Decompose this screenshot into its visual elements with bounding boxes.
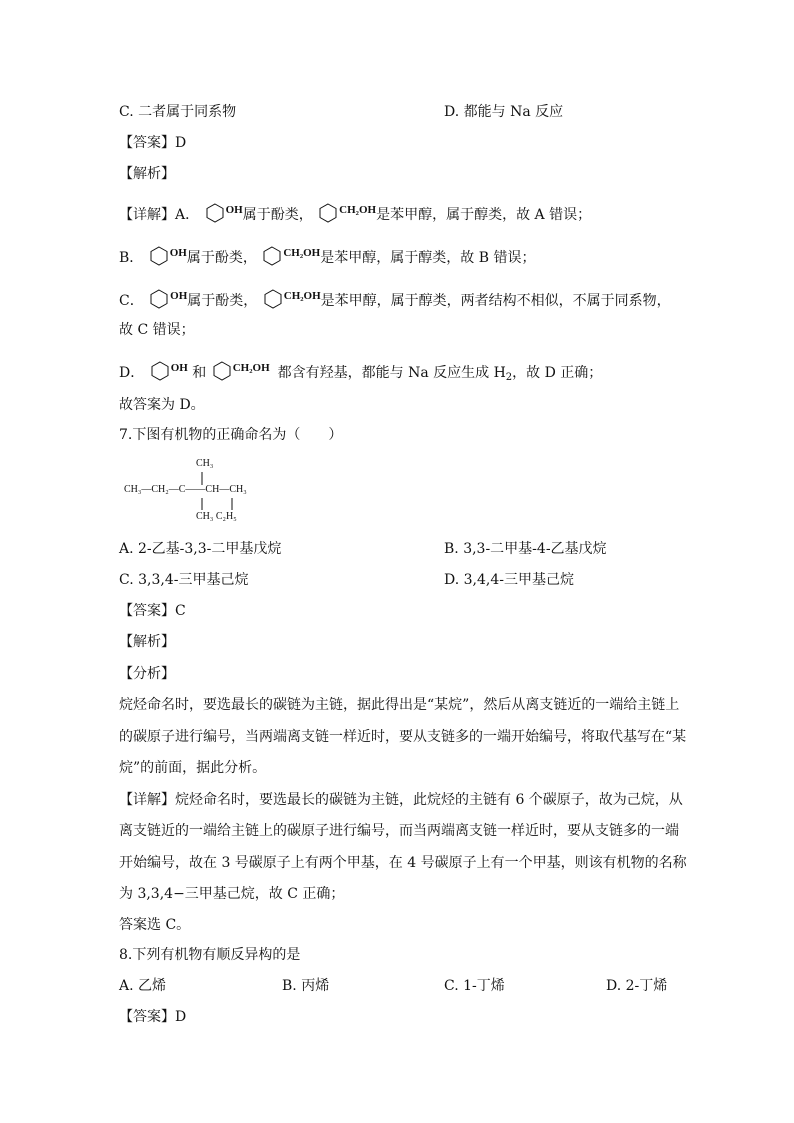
- q6-detail-a: [119, 200, 591, 225]
- q7-detail-line: 离支链近的一端给主链上的碳原子进行编号，而当两端离支链一样近时，要从支链多的一端: [119, 823, 679, 839]
- q6-detail-c: [119, 286, 671, 311]
- detail-d-and: 和: [187, 365, 211, 381]
- q6-option-d: D. 都能与 Na 反应: [444, 104, 564, 120]
- q6-detail-b: [119, 243, 535, 268]
- detail-c-prefix: C．: [119, 293, 144, 309]
- q7-detail-line: 为 3,3,4−三甲基己烷，故 C 正确；: [119, 886, 345, 902]
- q8-answer: 【答案】D: [119, 1009, 187, 1025]
- q7-fenxi-line: 烷”的前面，据此分析。: [119, 760, 267, 776]
- q7-option-d: D. 3,4,4-三甲基己烷: [444, 572, 574, 588]
- q7-option-c: C. 3,3,4-三甲基己烷: [119, 572, 249, 588]
- detail-b-prefix: B．: [119, 250, 144, 266]
- benzene-ring-icon: [317, 202, 339, 224]
- benzene-ring-icon: [261, 245, 283, 267]
- phenol-oh-label: OH: [170, 362, 188, 374]
- phenol-oh-label: OH: [225, 204, 243, 216]
- benzyl-ch2oh-label: CH₂OH: [232, 362, 270, 374]
- q6-detail-d: [119, 358, 602, 388]
- benzyl-ch2oh-label: CH₂OH: [339, 204, 377, 216]
- q6-answer: 【答案】D: [119, 135, 187, 151]
- detail-d-subscript: 2: [505, 372, 513, 383]
- q8-option-c: C. 1-丁烯: [444, 978, 505, 994]
- q8-option-d: D. 2-丁烯: [606, 978, 668, 994]
- q7-fenxi-line: 烷烃命名时，要选最长的碳链为主链，据此得出是“某烷”，然后从离支链近的一端给主链上: [119, 697, 680, 713]
- benzene-ring-icon: [211, 360, 233, 382]
- q7-conclusion: 答案选 C。: [119, 917, 191, 933]
- detail-d-prefix: D．: [119, 365, 145, 381]
- formula-bottom-groups: CH₃ C₂H₅: [196, 511, 237, 522]
- detail-c-tail: 是苯甲醇，属于醇类，两者结构不相似，不属于同系物，: [320, 293, 671, 309]
- detail-b-mid: 属于酚类，: [186, 250, 257, 266]
- q6-option-c: C. 二者属于同系物: [119, 104, 237, 120]
- q6-conclusion: 故答案为 D。: [119, 397, 205, 413]
- benzene-ring-icon: [148, 288, 170, 310]
- q7-option-a: A. 2-乙基-3,3-二甲基戊烷: [119, 541, 282, 557]
- q8-stem: 8.下列有机物有顺反异构的是: [119, 947, 301, 963]
- phenol-oh-label: OH: [169, 247, 187, 259]
- formula-top-methyl: CH₃: [196, 458, 214, 469]
- q7-structural-formula: [124, 458, 284, 528]
- benzene-ring-icon: [149, 360, 171, 382]
- benzene-ring-icon: [148, 245, 170, 267]
- q8-option-a: A. 乙烯: [119, 978, 167, 994]
- benzyl-ch2oh-label: CH₂OH: [283, 247, 321, 259]
- benzene-ring-icon: [204, 202, 226, 224]
- q7-analysis-heading: 【解析】: [119, 634, 175, 650]
- q7-fenxi-heading: 【分析】: [119, 666, 175, 682]
- detail-b-tail: 是苯甲醇，属于醇类，故 B 错误；: [320, 250, 536, 266]
- q7-detail-line: 【详解】烷烃命名时，要选最长的碳链为主链，此烷烃的主链有 6 个碳原子，故为己烷，从: [119, 792, 683, 808]
- q6-detail-c-cont: 故 C 错误；: [119, 322, 195, 338]
- q7-detail-line: 开始编号，故在 3 号碳原子上有两个甲基，在 4 号碳原子上有一个甲基，则该有机物的名称: [119, 855, 687, 871]
- phenol-oh-label: OH: [170, 290, 188, 302]
- q8-option-b: B. 丙烯: [282, 978, 330, 994]
- formula-main-chain: CH₃—CH₂—C——CH—CH₃: [124, 484, 247, 495]
- detail-d-tail-2: ，故 D 正确；: [512, 365, 603, 381]
- detail-a-tail: 是苯甲醇，属于醇类，故 A 错误；: [376, 207, 592, 223]
- detail-c-mid: 属于酚类，: [187, 293, 258, 309]
- benzene-ring-icon: [262, 288, 284, 310]
- detail-a-mid: 属于酚类，: [242, 207, 313, 223]
- q7-fenxi-line: 的碳原子进行编号，当两端离支链一样近时，要从支链多的一端开始编号，将取代基写在“某: [119, 729, 687, 745]
- q7-answer: 【答案】C: [119, 603, 186, 619]
- q7-stem: 7.下图有机物的正确命名为（ ）: [119, 427, 343, 443]
- q6-analysis-heading: 【解析】: [119, 166, 175, 182]
- detail-d-tail-1: 都含有羟基，都能与 Na 反应生成 H: [277, 365, 506, 381]
- benzyl-ch2oh-label: CH₂OH: [283, 290, 321, 302]
- q7-option-b: B. 3,3-二甲基-4-乙基戊烷: [444, 541, 607, 557]
- detail-a-prefix: 【详解】A．: [119, 207, 200, 223]
